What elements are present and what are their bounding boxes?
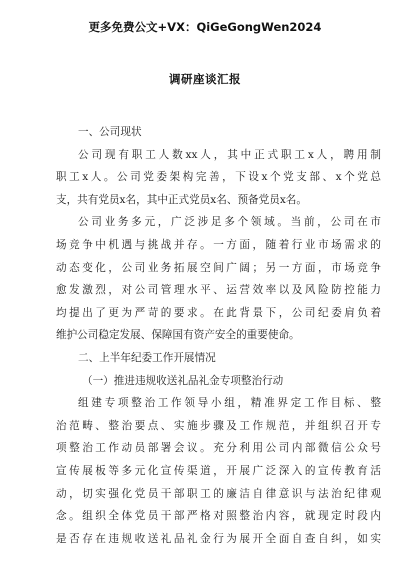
paragraph-line: 动态变化，公司业务拓展空间广阔；另一方面，市场竞争 <box>56 261 381 274</box>
paragraph-line: 公司现有职工人数xx人，其中正式职工x人，聘用制 <box>78 148 381 161</box>
paragraph-line: 公司业务多元，广泛涉足多个领域。当前，公司在市 <box>78 216 381 229</box>
paragraph-line: 维护公司稳定发展、保障国有资产安全的重要使命。 <box>56 329 300 342</box>
paragraph-line: 宣传展板等多元化宣传渠道，开展广泛深入的宣传教育活 <box>56 465 381 477</box>
paragraph-line: 场竞争中机遇与挑战并存。一方面，随着行业市场需求的 <box>56 239 381 251</box>
paragraph-line: 是否存在违规收送礼品礼金行为展开全面自查自纠，如实 <box>56 532 381 545</box>
paragraph-line: 职工x人。公司党委架构完善，下设x个党支部、x个党总 <box>56 171 381 184</box>
promo-banner: 更多免费公文+VX：QiGeGongWen2024 <box>88 20 322 34</box>
paragraph-line: 念。组织全体党员干部严格对照整治内容，就现定时段内 <box>56 510 381 523</box>
paragraph-line: 均提出了更为严苛的要求。在此背景下，公司纪委肩负着 <box>56 306 381 319</box>
paragraph-line: 项整治工作动员部署会议。充分利用公司内部微信公众号 <box>56 442 381 455</box>
section-heading: 二、上半年纪委工作开展情况 <box>78 352 216 364</box>
paragraph-line: 动，切实强化党员干部职工的廉洁自律意识与法治纪律观 <box>56 487 381 500</box>
document-title: 调研座谈汇报 <box>169 72 241 86</box>
subsection-heading: （一）推进违规收送礼品礼金专项整治行动 <box>82 374 284 387</box>
paragraph-line: 愈发激烈，对公司管理水平、运营效率以及风险防控能力 <box>56 284 381 297</box>
paragraph-line: 治范畴、整治要点、实施步骤及工作规范，并组织召开专 <box>56 419 381 432</box>
section-heading: 一、公司现状 <box>78 126 142 138</box>
paragraph-line: 组建专项整治工作领导小组，精准界定工作目标、整 <box>78 397 381 410</box>
paragraph-line: 支，共有党员x名，其中正式党员x名、预备党员x名。 <box>56 193 307 206</box>
